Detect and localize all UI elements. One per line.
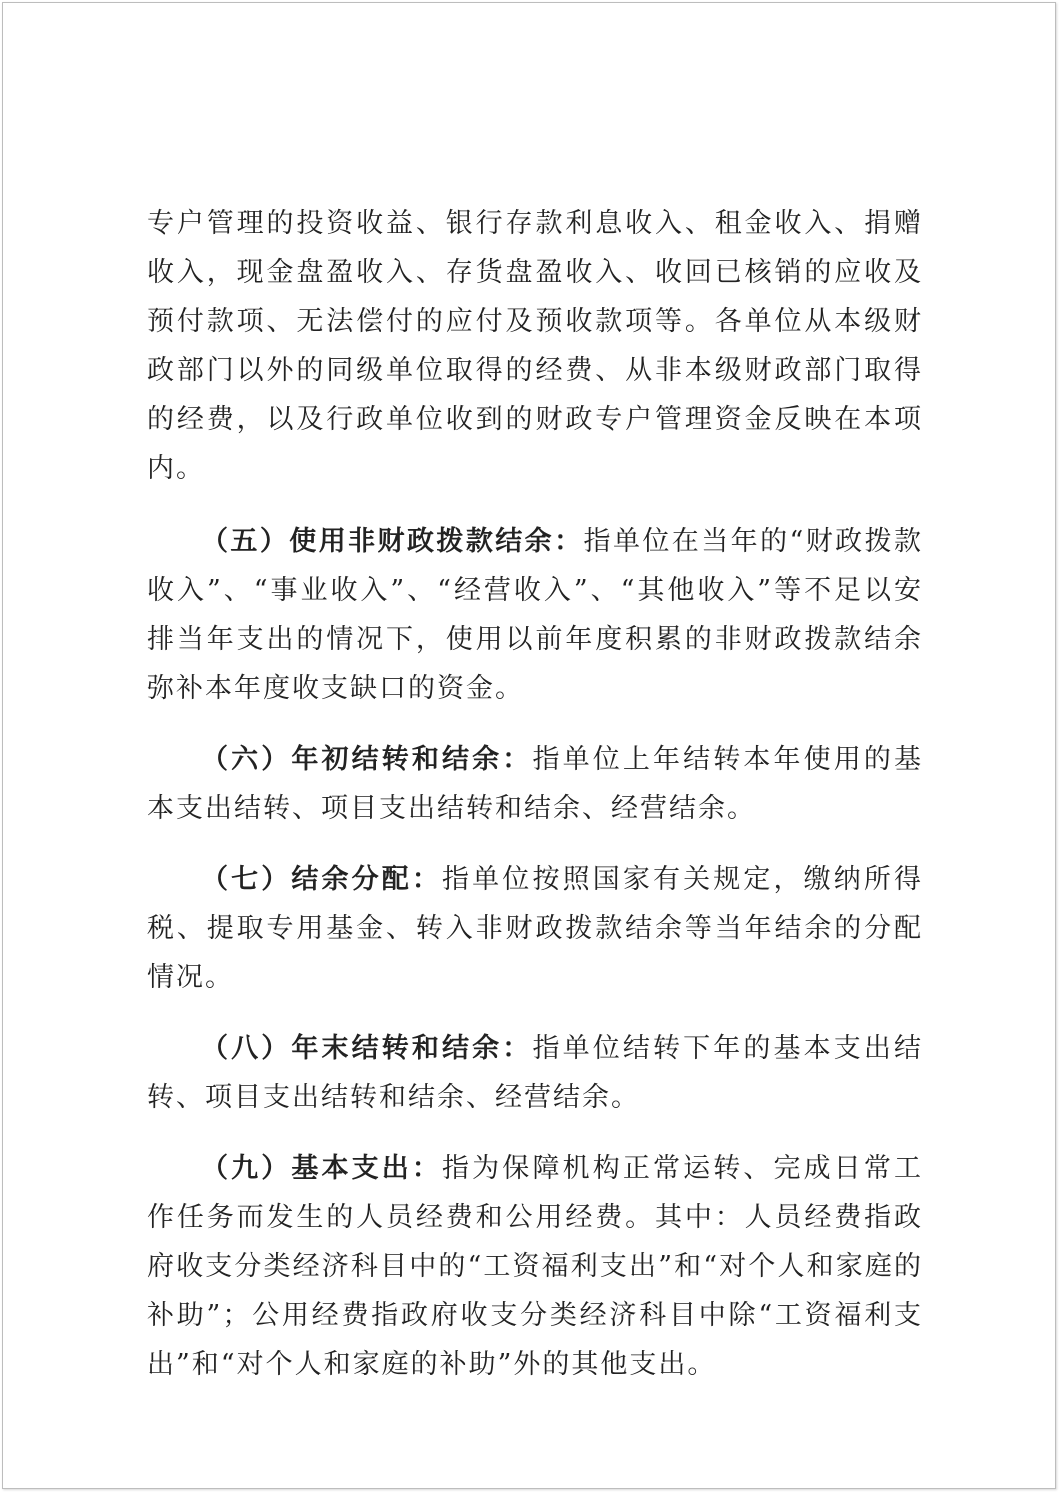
section-6-heading: （六）年初结转和结余：: [201, 744, 533, 775]
document-page: [2, 2, 1056, 1489]
section-5-heading: （五）使用非财政拨款结余：: [201, 526, 584, 557]
section-9-heading: （九）基本支出：: [201, 1153, 443, 1184]
section-8-body: 指单位结转下年的基本支出结转、项目支出结转和结余、经营结余。: [147, 1033, 924, 1113]
paragraph-section-8: [147, 1024, 923, 1122]
section-9-body: 指为保障机构正常运转、完成日常工作任务而发生的人员经费和公用经费。其中：人员经费指政府收支分类经济科目中的“工资福利支出”和“对个人和家庭的补助”；公用经费指政府收支分类经济科目中除“工资福利支出”和“对个人和家庭的补助”外的其他支出。: [147, 1153, 924, 1380]
section-8-heading: （八）年末结转和结余：: [201, 1033, 533, 1064]
paragraph-section-6: [147, 735, 923, 833]
section-5-body: 指单位在当年的“财政拨款收入”、“事业收入”、“经营收入”、“其他收入”等不足以安排当年支出的情况下，使用以前年度积累的非财政拨款结余弥补本年度收支缺口的资金。: [147, 526, 924, 704]
section-6-body: 指单位上年结转本年使用的基本支出结转、项目支出结转和结余、经营结余。: [147, 744, 924, 824]
section-7-heading: （七）结余分配：: [201, 864, 443, 895]
document-body: [147, 199, 923, 1389]
paragraph-section-9: [147, 1144, 923, 1389]
section-7-body: 指单位按照国家有关规定，缴纳所得税、提取专用基金、转入非财政拨款结余等当年结余的分配情况。: [147, 864, 924, 993]
paragraph-intro: 专户管理的投资收益、银行存款利息收入、租金收入、捐赠收入，现金盘盈收入、存货盘盈收入、收回已核销的应收及预付款项、无法偿付的应付及预收款项等。各单位从本级财政部门以外的同级单位取得的经费、从非本级财政部门取得的经费，以及行政单位收到的财政专户管理资金反映在本项内。: [147, 208, 923, 484]
paragraph-section-5: [147, 517, 923, 713]
paragraph-section-7: [147, 855, 923, 1002]
